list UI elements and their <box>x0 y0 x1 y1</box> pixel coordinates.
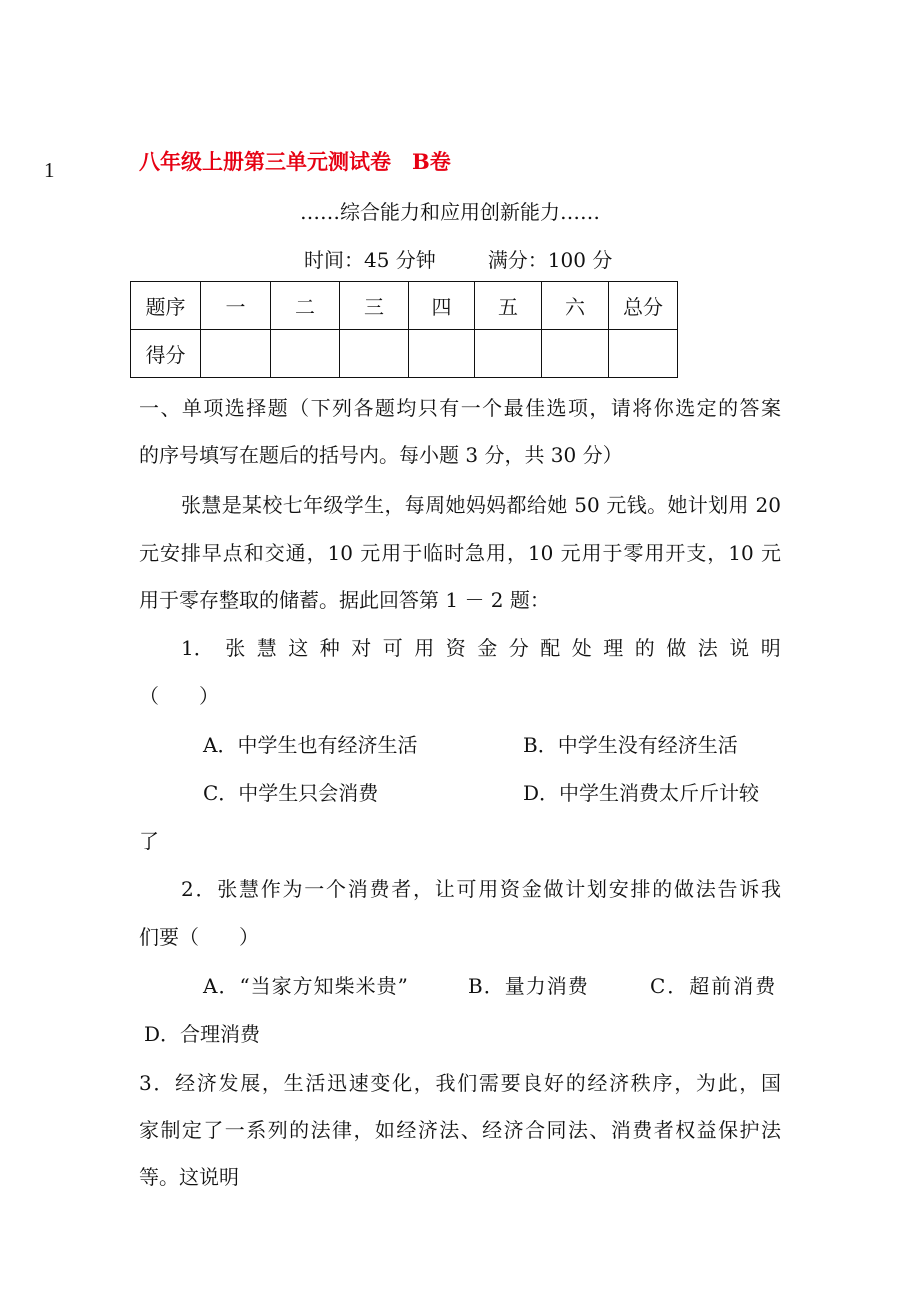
q1-option-d-wrap: 了 <box>139 829 159 853</box>
q2-option-d: D．合理消费 <box>144 1022 261 1046</box>
score-cell[interactable] <box>271 330 340 378</box>
exam-subtitle: ……综合能力和应用创新能力…… <box>300 200 600 224</box>
exam-title: 八年级上册第三单元测试卷 B卷 <box>139 149 451 174</box>
section1-heading-line2: 的序号填写在题后的括号内。每小题 3 分，共 30 分） <box>139 443 623 467</box>
score-cell[interactable] <box>201 330 271 378</box>
q1-stem-char: 慧 <box>256 636 277 660</box>
passage-line3: 用于零存整取的储蓄。据此回答第 1 － 2 题： <box>139 588 550 612</box>
q1-stem-char: 对 <box>351 636 372 660</box>
score-table-header-row <box>131 282 678 330</box>
score-cell[interactable] <box>609 330 678 378</box>
q2-stem-line1: 2．张慧作为一个消费者，让可用资金做计划安排的做法告诉我 <box>181 877 781 901</box>
q2-stem-line2: 们要（ ） <box>139 925 259 949</box>
score-header-cell: 四 <box>409 282 475 330</box>
full-score: 满分：100 分 <box>487 248 613 272</box>
score-cell[interactable] <box>542 330 609 378</box>
q1-stem <box>181 632 781 661</box>
q1-stem-char: 1． <box>181 636 214 660</box>
score-header-cell: 总分 <box>609 282 678 330</box>
q1-option-d: D．中学生消费太斤斤计较 <box>523 781 760 805</box>
score-header-cell: 二 <box>271 282 340 330</box>
score-cell[interactable] <box>409 330 475 378</box>
q2-option-b: B．量力消费 <box>468 974 589 998</box>
section1-heading-line1: 一、单项选择题（下列各题均只有一个最佳选项，请将你选定的答案 <box>139 396 781 420</box>
score-row-label: 得分 <box>131 330 201 378</box>
score-cell[interactable] <box>475 330 542 378</box>
time-limit: 时间：45 分钟 <box>304 248 436 272</box>
q1-stem-char: 资 <box>445 636 466 660</box>
q1-stem-char: 用 <box>414 636 435 660</box>
q1-stem-char: 种 <box>319 636 340 660</box>
q1-stem-char: 这 <box>288 636 309 660</box>
score-header-cell: 一 <box>201 282 271 330</box>
q3-stem-line3: 等。这说明 <box>139 1165 239 1189</box>
score-header-cell: 题序 <box>131 282 201 330</box>
q2-option-c: C．超前消费 <box>650 974 778 998</box>
score-cell[interactable] <box>340 330 409 378</box>
q3-stem-line2: 家制定了一系列的法律，如经济法、经济合同法、消费者权益保护法 <box>139 1118 781 1142</box>
q1-option-c: C．中学生只会消费 <box>203 781 379 805</box>
score-header-cell: 五 <box>475 282 542 330</box>
q3-stem-line1: 3．经济发展，生活迅速变化，我们需要良好的经济秩序，为此，国 <box>139 1071 781 1095</box>
score-table <box>130 281 678 378</box>
q1-stem-char: 的 <box>634 636 655 660</box>
q1-stem-char: 法 <box>697 636 718 660</box>
exam-info <box>304 244 612 273</box>
q1-stem-char: 理 <box>603 636 624 660</box>
q2-option-a: A．“当家方知柴米贵” <box>203 974 409 998</box>
q1-stem-char: 明 <box>760 636 781 660</box>
score-table-score-row <box>131 330 678 378</box>
q1-option-b: B．中学生没有经济生活 <box>523 733 738 757</box>
score-header-cell: 三 <box>340 282 409 330</box>
q1-stem-char: 说 <box>729 636 750 660</box>
q1-stem-char: 张 <box>225 636 246 660</box>
q1-stem-char: 做 <box>666 636 687 660</box>
q1-stem-char: 配 <box>540 636 561 660</box>
page-number: 1 <box>44 158 55 182</box>
passage-line2: 元安排早点和交通，10 元用于临时急用，10 元用于零用开支，10 元 <box>139 541 781 565</box>
q1-stem-char: 可 <box>382 636 403 660</box>
passage-line1: 张慧是某校七年级学生，每周她妈妈都给她 50 元钱。她计划用 20 <box>181 493 781 517</box>
q1-answer-paren: （ ） <box>139 684 219 708</box>
q1-option-a: A．中学生也有经济生活 <box>203 733 418 757</box>
q1-stem-char: 分 <box>508 636 529 660</box>
score-header-cell: 六 <box>542 282 609 330</box>
q1-stem-char: 处 <box>571 636 592 660</box>
q1-stem-char: 金 <box>477 636 498 660</box>
